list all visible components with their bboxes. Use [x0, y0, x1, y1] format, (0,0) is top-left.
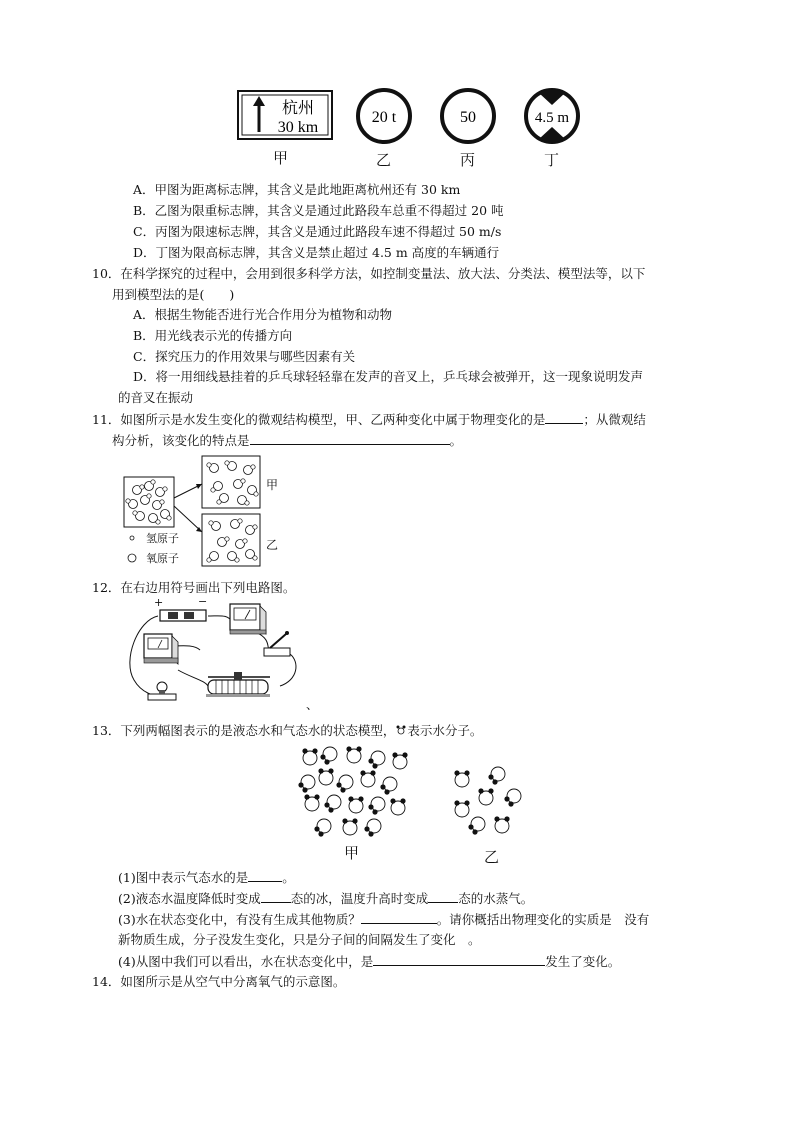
q9-option-a: A．甲图为距离标志牌，其含义是此地距离杭州还有 30 km	[133, 182, 461, 197]
q11-blank-1[interactable]	[545, 410, 583, 424]
arrow-to-yi	[174, 506, 202, 532]
sign-ding-value: 4.5 m	[534, 110, 570, 126]
q10-option-c: C．探究压力的作用效果与哪些因素有关	[133, 349, 356, 364]
q11-legend-h: 氢原子	[146, 532, 179, 545]
q13-sub3-text-b: 。请你概括出物理变化的实质是 没有	[436, 912, 650, 927]
q11-stem-b: ；从微观结	[583, 412, 646, 427]
voltmeter-icon	[144, 634, 178, 664]
water-molecule-icon	[395, 724, 407, 736]
q13-sub3-cont: 新物质生成，分子没发生变化，只是分子间的间隔发生了变化 。	[118, 932, 481, 947]
battery-plus: +	[154, 596, 164, 609]
caption-jia: 甲	[273, 149, 289, 167]
sign-jia-line2: 30 km	[277, 119, 319, 136]
q11-label-yi: 乙	[266, 538, 279, 552]
q11-blank-2[interactable]	[250, 431, 450, 445]
ammeter-icon	[230, 604, 266, 634]
liquid-water-molecules	[298, 746, 407, 836]
sign-jia-line1: 杭州	[281, 100, 315, 117]
gas-water-molecules	[454, 767, 521, 835]
q13-blank-3[interactable]	[428, 889, 458, 903]
q9-option-d: D．丁图为限高标志牌，其含义是禁止超过 4.5 m 高度的车辆通行	[133, 245, 500, 260]
q10-option-b: B．用光线表示光的传播方向	[133, 328, 293, 343]
q13-sub3	[118, 910, 649, 929]
q13-blank-2[interactable]	[261, 889, 291, 903]
q11-legend-o: 氧原子	[146, 552, 179, 565]
sign-yi-value: 20 t	[371, 109, 397, 126]
up-arrow-icon	[253, 96, 265, 132]
sign-bing-value: 50	[460, 109, 476, 126]
q12-stray-mark: 、	[306, 698, 319, 712]
q13-stem-b: 表示水分子。	[407, 723, 483, 738]
oxygen-legend-icon	[128, 554, 136, 562]
q10-option-a: A．根据生物能否进行光合作用分为植物和动物	[133, 307, 393, 322]
q12-stem: 12．在右边用符号画出下列电路图。	[92, 580, 296, 595]
q13-stem-a: 13．下列两幅图表示的是液态水和气态水的状态模型，	[92, 723, 396, 738]
q11-stem-line1	[92, 410, 646, 429]
q13-sub2-text-b: 态的冰，温度升高时变成	[290, 891, 429, 906]
q13-blank-4[interactable]	[361, 910, 437, 924]
q9-option-b: B．乙图为限重标志牌，其含义是通过此路段车总重不得超过 20 吨	[133, 203, 504, 218]
q11-label-jia: 甲	[266, 478, 279, 492]
q13-sub2-text-a: (2)液态水温度降低时变成	[118, 891, 261, 906]
q13-sub1-text: (1)图中表示气态水的是	[118, 870, 249, 885]
q11-stem-c: 构分析，该变化的特点是	[112, 433, 250, 448]
q13-sub3-text-a: (3)水在状态变化中，有没有生成其他物质？	[118, 912, 361, 927]
q13-blank-1[interactable]	[248, 868, 282, 882]
q10-option-d-cont: 的音叉在振动	[118, 390, 194, 405]
q13-state-svg	[296, 742, 536, 842]
caption-yi: 乙	[376, 151, 392, 169]
yi-molecules	[210, 520, 255, 561]
q13-sub4-text-b: 发生了变化。	[545, 954, 621, 969]
q14-stem: 14．如图所示是从空气中分离氧气的示意图。	[92, 974, 346, 989]
q10-option-d: D．将一用细线悬挂着的乒乓球轻轻靠在发声的音叉上，乒乓球会被弹开，这一现象说明发声	[133, 369, 644, 384]
q13-label-yi: 乙	[484, 848, 500, 866]
q13-sub4	[118, 952, 620, 971]
q13-sub1-end: 。	[282, 870, 295, 885]
caption-bing: 丙	[460, 151, 476, 169]
q10-stem-line1: 10．在科学探究的过程中，会用到很多科学方法，如控制变量法、放大法、分类法、模型法等，以下	[92, 266, 646, 281]
jia-molecules	[210, 462, 257, 505]
bulb-icon	[148, 682, 176, 700]
q13-sub4-text-a: (4)从图中我们可以看出，水在状态变化中，是	[118, 954, 374, 969]
q13-sub2	[118, 889, 533, 908]
q11-stem-d: 。	[449, 433, 463, 448]
q13-sub1	[118, 868, 295, 887]
q10-stem-line2: 用到模型法的是( )	[112, 287, 235, 302]
hydrogen-legend-icon	[130, 536, 134, 540]
q11-stem-line2	[112, 431, 462, 450]
caption-ding: 丁	[544, 151, 560, 169]
q13-stem	[92, 722, 482, 740]
q9-signs-svg	[234, 88, 594, 144]
battery-icon	[160, 610, 206, 621]
q13-sub2-text-c: 态的水蒸气。	[458, 891, 534, 906]
q11-stem-a: 11．如图所示是水发生变化的微观结构模型，甲、乙两种变化中属于物理变化的是	[92, 412, 546, 427]
q9-option-c: C．丙图为限速标志牌，其含义是通过此路段车速不得超过 50 m/s	[133, 224, 502, 239]
q12-circuit-svg	[120, 600, 320, 712]
q11-molecule-figure	[118, 452, 298, 570]
battery-minus: −	[198, 595, 208, 608]
q12-circuit-figure	[120, 595, 320, 712]
q9-signs-figure	[234, 88, 594, 168]
q13-label-jia: 甲	[344, 844, 360, 862]
q13-blank-5[interactable]	[373, 952, 545, 966]
rheostat-icon	[206, 672, 270, 697]
q13-state-figure	[296, 742, 536, 866]
